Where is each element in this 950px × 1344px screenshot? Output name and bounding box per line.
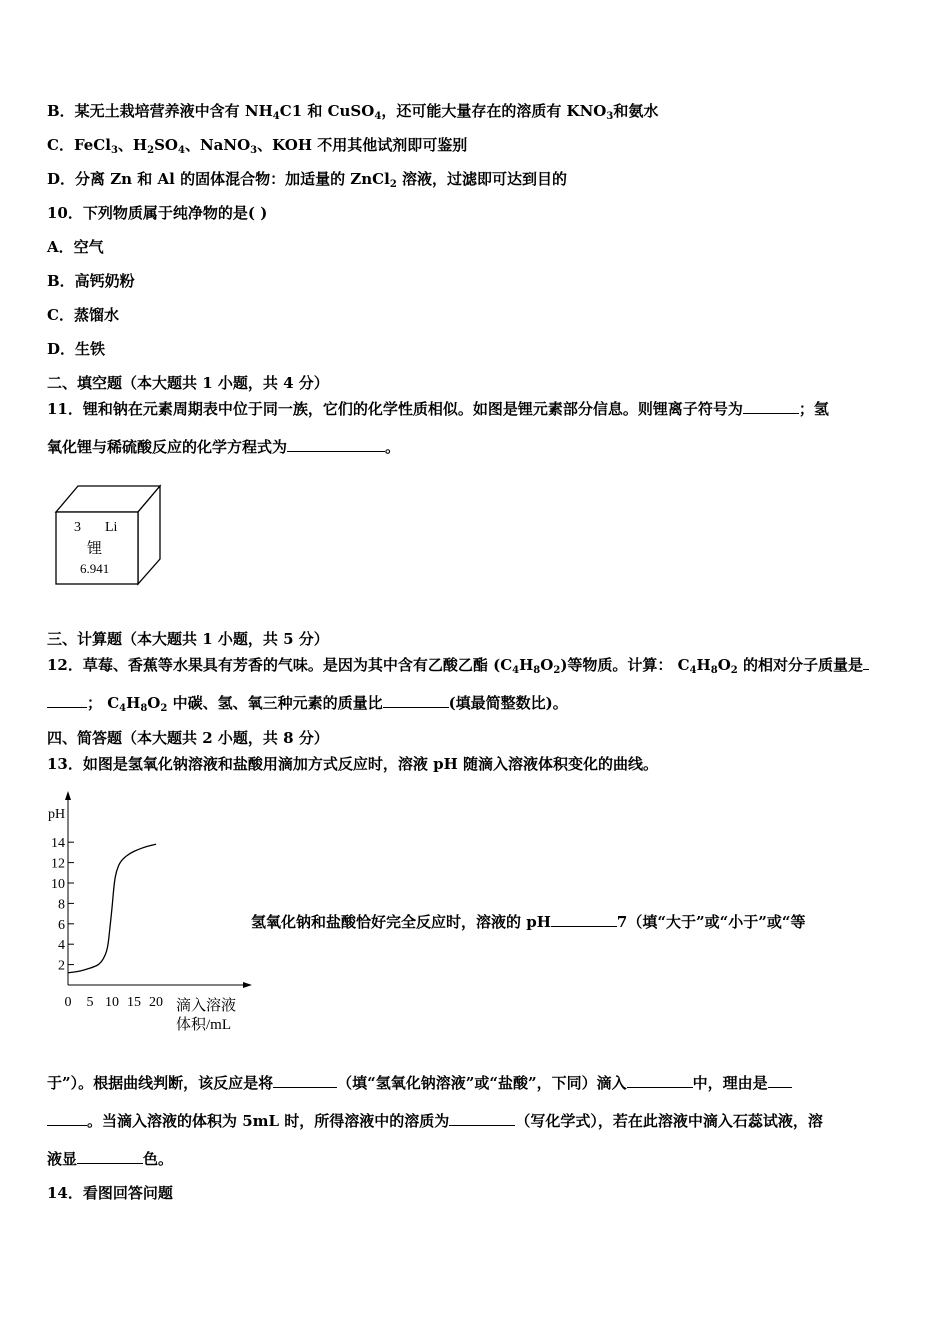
q9-option-d: D．分离 Zn 和 Al 的固体混合物：加适量的 ZnCl$_2$ 溶液，过滤即可达到目的 xyxy=(47,170,568,190)
answer-blank[interactable] xyxy=(47,693,87,708)
y-tick-label: 10 xyxy=(51,877,65,892)
q12-line-1: 12．草莓、香蕉等水果具有芳香的气味。是因为其中含有乙酸乙酯 $(C_4H_8O_2)$等物质。计算： $C_4H_8O_2$ 的相对分子质量是 xyxy=(47,655,869,675)
q14-stem: 14．看图回答问题 xyxy=(47,1184,173,1202)
answer-blank[interactable] xyxy=(627,1073,693,1088)
x-tick-label: 5 xyxy=(86,995,94,1010)
q9-option-c: C．FeCl$_3$、$H_2SO_4$、NaNO$_3$、KOH 不用其他试剂即可鉴别 xyxy=(47,136,468,156)
y-tick-label: 2 xyxy=(58,958,65,974)
q9-option-b: B．某无土栽培营养液中含有 $NH_4C1$ 和 CuSO$_4$，还可能大量存在的溶质有 $KNO_3$和氨水 xyxy=(47,102,659,122)
q10-option-d: D．生铁 xyxy=(47,340,106,358)
q10-stem: 10．下列物质属于纯净物的是( ) xyxy=(47,204,268,222)
answer-blank[interactable] xyxy=(551,912,617,927)
y-tick-label: 14 xyxy=(51,836,65,852)
atomic-mass: 6.941 xyxy=(80,561,110,576)
answer-blank[interactable] xyxy=(768,1073,792,1088)
q13-side-text: 氢氧化钠和盐酸恰好完全反应时，溶液的 pH 7（填“大于”或“小于”或“等 xyxy=(251,913,806,931)
x-tick-label: 10 xyxy=(105,995,119,1010)
q10-option-c: C．蒸馏水 xyxy=(47,306,119,324)
x-tick-label: 15 xyxy=(127,995,141,1010)
y-tick-label: 4 xyxy=(58,938,65,954)
x-tick-label: 20 xyxy=(149,995,163,1010)
q11-line-2: 氧化锂与稀硫酸反应的化学方程式为 。 xyxy=(47,438,401,456)
section-fill-blank-heading: 二、填空题（本大题共 1 小题，共 4 分） xyxy=(47,374,329,392)
q10-option-a: A．空气 xyxy=(47,238,104,256)
lithium-element-card xyxy=(52,482,164,586)
atomic-number: 3 xyxy=(74,520,81,535)
section-short-answer-heading: 四、简答题（本大题共 2 小题，共 8 分） xyxy=(47,729,329,747)
q11-line-1: 11．锂和钠在元素周期表中位于同一族，它们的化学性质相似。如图是锂元素部分信息。则锂离子符号为 ；氢 xyxy=(47,400,829,418)
q10-option-b: B．高钙奶粉 xyxy=(47,272,135,290)
x-axis-label: 滴入溶液 xyxy=(176,998,237,1014)
x-tick-label: 0 xyxy=(64,995,72,1010)
y-axis-label: pH xyxy=(48,807,66,822)
answer-blank[interactable] xyxy=(743,399,799,414)
answer-blank[interactable] xyxy=(273,1073,337,1088)
answer-blank[interactable] xyxy=(287,437,385,452)
q13-line-5: 液显 色。 xyxy=(47,1150,174,1168)
x-axis-arrow xyxy=(243,982,252,988)
answer-blank[interactable] xyxy=(449,1111,515,1126)
q13-line-3: 于”）。根据曲线判断，该反应是将 （填“氢氧化钠溶液”或“盐酸”，下同）滴入 中，理由是 xyxy=(47,1073,792,1093)
answer-blank[interactable] xyxy=(47,1111,87,1126)
answer-blank[interactable] xyxy=(77,1149,143,1164)
ph-titration-chart xyxy=(40,788,260,1040)
ph-curve xyxy=(68,844,156,973)
section-calculation-heading: 三、计算题（本大题共 1 小题，共 5 分） xyxy=(47,630,329,648)
q13-line-4: 。当滴入溶液的体积为 5mL 时，所得溶液中的溶质为 （写化学式），若在此溶液中滴入石蕊试液，溶 xyxy=(47,1111,823,1131)
element-name: 锂 xyxy=(87,541,103,557)
answer-blank[interactable] xyxy=(383,693,449,708)
y-tick-label: 6 xyxy=(58,917,65,933)
y-tick-label: 12 xyxy=(51,856,65,872)
q13-stem: 13．如图是氢氧化钠溶液和盐酸用滴加方式反应时，溶液 pH 随滴入溶液体积变化的曲线。 xyxy=(47,755,658,773)
y-axis-arrow xyxy=(65,791,71,800)
y-tick-label: 8 xyxy=(58,897,65,913)
element-symbol: Li xyxy=(105,520,118,535)
answer-blank[interactable] xyxy=(863,655,869,670)
q12-line-2: ； $C_4H_8O_2$ 中碳、氢、氧三种元素的质量比 (填最简整数比)。 xyxy=(47,693,568,713)
x-axis-label: 体积/mL xyxy=(176,1017,231,1033)
